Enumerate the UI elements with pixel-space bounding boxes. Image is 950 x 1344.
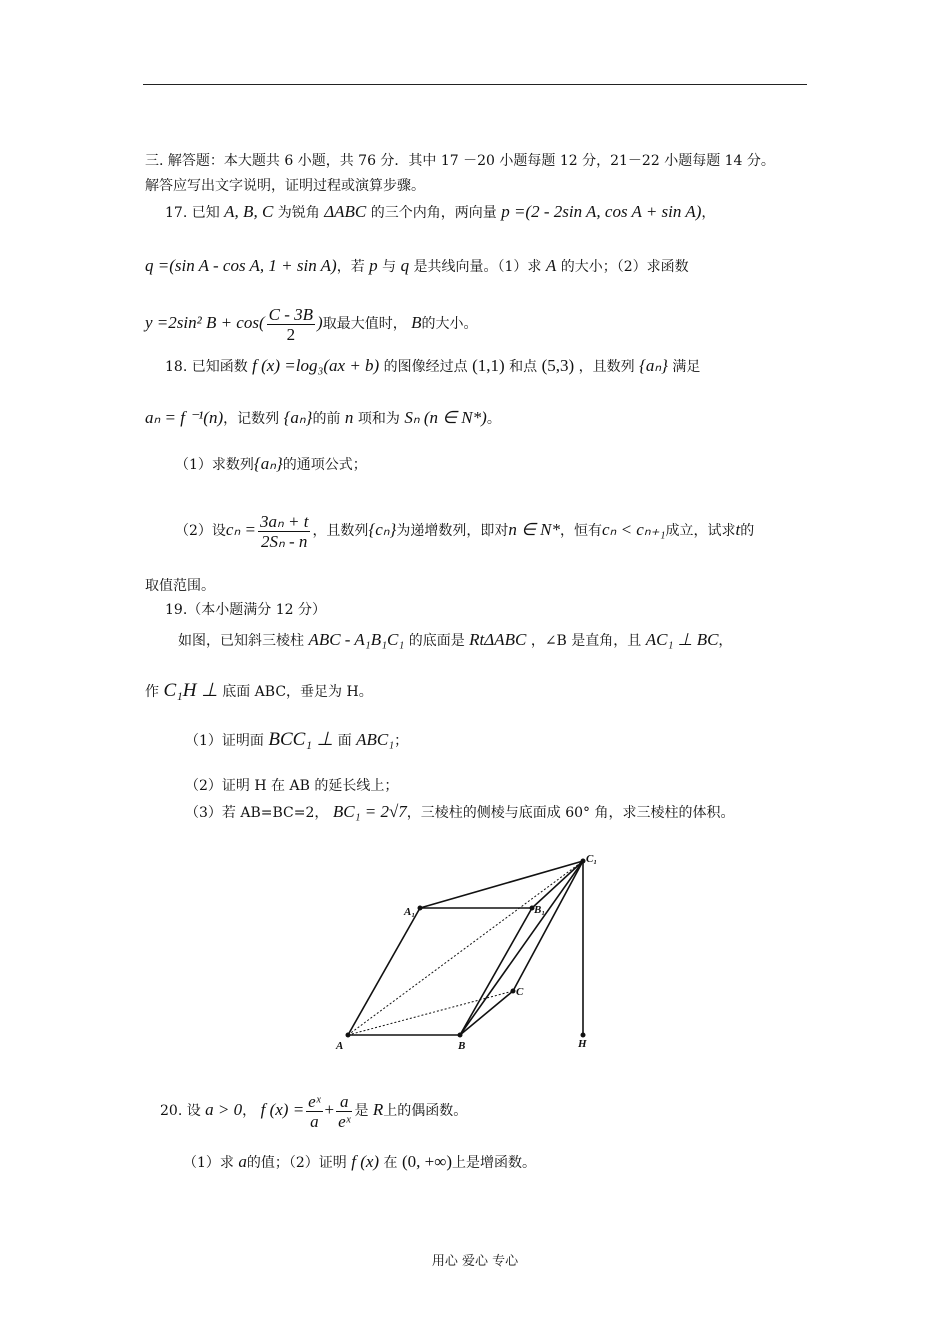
q18-text: ，记数列 xyxy=(223,411,280,427)
label-A: A xyxy=(336,1040,344,1052)
section-heading-cont-text: 解答应写出文字说明，证明过程或演算步骤。 xyxy=(145,178,425,194)
q19-part1-text: ； xyxy=(394,733,409,749)
q18-an-def: aₙ = f ⁻¹(n) xyxy=(145,408,224,427)
q20-line1 xyxy=(160,1090,467,1131)
q20-fraction2-num: a xyxy=(336,1092,352,1112)
q19-part3-text: （3）若 AB=BC=2， xyxy=(185,805,329,821)
page-footer: 用心 爱心 专心 xyxy=(431,1254,519,1269)
q19-text: ，∠B 是直角，且 xyxy=(530,633,642,649)
q17-line1 xyxy=(165,203,715,222)
q17-fraction-den: 2 xyxy=(286,324,296,344)
q20-line2 xyxy=(183,1153,536,1172)
q17-var-B: B xyxy=(411,313,422,332)
q18-part2-text: （2）设 xyxy=(175,523,226,539)
q19-part3-text: ，三棱柱的侧棱与底面成 60° 角，求三棱柱的体积。 xyxy=(406,805,735,821)
label-C1: C₁ xyxy=(586,853,598,865)
q19-part1-text: （1）证明面 xyxy=(185,733,264,749)
q18-point1: (1,1) xyxy=(472,356,505,375)
q17-text: 是共线向量。（1）求 xyxy=(413,259,542,275)
q20-text: （1）求 xyxy=(183,1155,234,1171)
label-B: B xyxy=(458,1040,466,1052)
q18-fraction-num: 3aₙ + t xyxy=(259,511,309,531)
q17-text: ，若 xyxy=(336,259,365,275)
q17-var-A: A xyxy=(545,256,557,275)
q20-text: 上的偶函数。 xyxy=(383,1103,468,1119)
q18-text: 的图像经过点 xyxy=(383,359,468,375)
q18-sequence: {aₙ} xyxy=(639,356,668,375)
q18-part2 xyxy=(175,510,754,551)
q17-fraction xyxy=(267,305,315,344)
q18-part2-text: 成立，试求 xyxy=(665,523,736,539)
q19-line2 xyxy=(145,682,373,701)
q17-number: 17. xyxy=(165,205,188,221)
q20-interval: (0, +∞) xyxy=(402,1152,453,1171)
q19-part3 xyxy=(185,803,735,822)
label-H: H xyxy=(578,1038,587,1050)
q18-fraction-den: 2Sₙ - n xyxy=(260,531,308,551)
q18-number: 18. xyxy=(165,359,188,375)
q18-var-t: t xyxy=(735,520,741,539)
q17-function-y: y =2sin² B + cos( xyxy=(145,313,265,332)
q19-line1 xyxy=(178,631,732,650)
q20-fraction2-den: eˣ xyxy=(338,1111,351,1131)
q17-text: 的大小。 xyxy=(421,316,478,332)
q17-text: ， xyxy=(701,205,716,221)
q17-paren: ) xyxy=(317,313,323,332)
label-C: C xyxy=(516,986,524,998)
q19-text: 底面 ABC，垂足为 H。 xyxy=(222,684,373,700)
q20-text: 是 xyxy=(354,1103,369,1119)
q20-text: 设 xyxy=(186,1103,201,1119)
q17-text: 已知 xyxy=(191,205,220,221)
q17-vars: A, B, C xyxy=(224,202,274,221)
q19-text: 作 xyxy=(145,684,159,700)
q17-triangle: ΔABC xyxy=(324,202,367,221)
q18-sum: Sₙ (n ∈ N*) xyxy=(404,408,487,427)
q18-part2-text: ，且数列 xyxy=(312,523,369,539)
q19-text: 如图，已知斜三棱柱 xyxy=(178,633,304,649)
q18-text: 的前 xyxy=(312,411,341,427)
q19-text: 的底面是 xyxy=(408,633,465,649)
q18-part2-cont-text: 取值范围。 xyxy=(145,578,215,594)
q19-part2 xyxy=(185,777,398,795)
section-heading xyxy=(145,152,775,170)
q19-title xyxy=(165,601,326,619)
label-B1: B₁ xyxy=(534,904,546,916)
q18-sequence: {aₙ} xyxy=(253,454,283,473)
q18-sequence-c: {cₙ} xyxy=(368,520,397,539)
q19-perp: AC₁ ⊥ BC xyxy=(645,630,719,649)
q19-plane-abc1: ABC₁ xyxy=(356,730,395,749)
q17-var-q: q xyxy=(400,256,410,275)
q18-function: f (x) =log₃(ax + b) xyxy=(252,356,380,375)
q18-line2 xyxy=(145,409,501,428)
q18-fraction xyxy=(258,512,310,551)
q20-fraction1-num: eˣ xyxy=(308,1091,321,1111)
q19-bc1-length: BC₁ = 2√7 xyxy=(332,802,407,821)
q18-point2: (5,3) xyxy=(541,356,575,375)
q19-c1h: C₁H ⊥ xyxy=(163,680,218,701)
q19-part2-text: （2）证明 H 在 AB 的延长线上； xyxy=(185,778,399,794)
q20-text: 在 xyxy=(383,1155,398,1171)
q19-part1-text: 面 xyxy=(337,733,352,749)
q20-fraction1 xyxy=(306,1092,322,1131)
section-heading-text: 三. 解答题：本大题共 6 小题，共 76 分．其中 17 －20 小题每题 12 分，21－22 小题每题 14 分。 xyxy=(145,153,775,169)
section-heading-cont xyxy=(145,177,425,195)
header-rule xyxy=(143,84,807,85)
q18-text: 已知函数 xyxy=(191,359,248,375)
q20-var-a: a xyxy=(238,1152,247,1171)
q17-vector-p: p =(2 - 2sin A, cos A + sin A) xyxy=(501,202,702,221)
q17-var-p: p xyxy=(369,256,378,275)
q17-text: 为锐角 xyxy=(277,205,320,221)
q17-vector-q: q =(sin A - cos A, 1 + sin A) xyxy=(145,256,337,275)
q19-text: ， xyxy=(718,633,733,649)
q18-text: 和点 xyxy=(509,359,538,375)
q20-fraction1-den: a xyxy=(310,1111,319,1131)
q19-title-text: 19.（本小题满分 12 分） xyxy=(165,602,326,618)
q20-var-R: R xyxy=(372,1100,384,1119)
q17-text: 的三个内角，两向量 xyxy=(370,205,497,221)
q17-line3 xyxy=(145,303,478,344)
q20-text: 上是增函数。 xyxy=(452,1155,537,1171)
q18-part1-text: 的通项公式； xyxy=(282,457,367,473)
prism-figure xyxy=(320,845,620,1055)
q18-part2-cont xyxy=(145,577,215,595)
q18-text: 满足 xyxy=(672,359,701,375)
q17-text: 与 xyxy=(382,259,397,275)
q19-part1 xyxy=(185,731,408,750)
q20-condition: a > 0 xyxy=(205,1100,243,1119)
q18-text: 项和为 xyxy=(357,411,400,427)
q19-prism: ABC - A₁B₁C₁ xyxy=(308,630,405,649)
q18-part2-text: 为递增数列，即对 xyxy=(396,523,509,539)
q18-var-n: n xyxy=(344,408,354,427)
q18-text: ，且数列 xyxy=(578,359,635,375)
q17-line2 xyxy=(145,257,689,276)
q18-part1-text: （1）求数列 xyxy=(175,457,254,473)
q19-right-triangle: RtΔABC xyxy=(469,630,527,649)
q18-n-in-N: n ∈ N* xyxy=(508,520,561,539)
q20-number: 20. xyxy=(160,1103,183,1119)
q18-inequality: cₙ < cₙ₊₁ xyxy=(602,520,666,539)
q20-function-fx: f (x) xyxy=(351,1152,380,1171)
q18-line1 xyxy=(165,357,700,376)
q19-plane-bcc1: BCC₁ ⊥ xyxy=(268,729,334,750)
q18-part1 xyxy=(175,455,367,474)
q17-text: 的大小；（2）求函数 xyxy=(560,259,689,275)
q18-part2-text: ，恒有 xyxy=(560,523,603,539)
label-A1: A₁ xyxy=(404,906,416,918)
q20-plus: + xyxy=(324,1100,335,1119)
q20-text: 的值；（2）证明 xyxy=(246,1155,347,1171)
q18-sequence: {aₙ} xyxy=(283,408,313,427)
q20-fraction2 xyxy=(336,1092,352,1131)
q20-function: f (x) = xyxy=(260,1100,305,1119)
q18-text: 。 xyxy=(486,411,501,427)
q17-text: 取最大值时， xyxy=(322,316,407,332)
q20-text: ， xyxy=(242,1103,257,1119)
q18-cn: cₙ = xyxy=(225,520,256,539)
q17-fraction-num: C - 3B xyxy=(268,304,314,324)
q18-part2-text: 的 xyxy=(740,523,755,539)
